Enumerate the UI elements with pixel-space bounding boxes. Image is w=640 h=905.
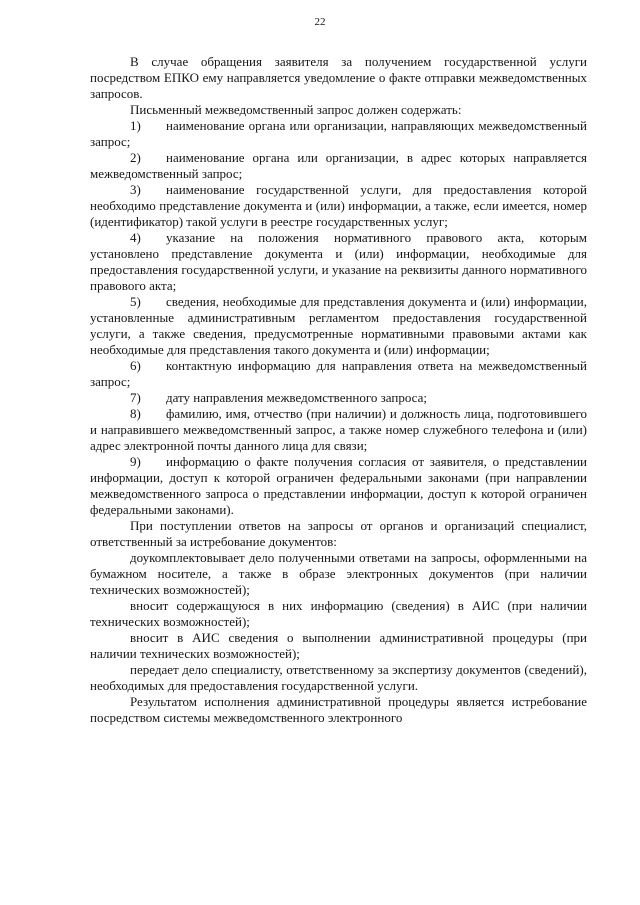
- list-item-number: 5): [130, 294, 141, 309]
- list-item-number: 9): [130, 454, 141, 469]
- paragraph-responses-received: При поступлении ответов на запросы от органов и организаций специалист, ответственный за истребование документов:: [90, 518, 587, 549]
- paragraph-enters-info-ais: вносит содержащуюся в них информацию (сведения) в АИС (при наличии технических возможностей);: [90, 598, 587, 629]
- list-item: [90, 118, 587, 150]
- list-item-number: 7): [130, 390, 141, 405]
- paragraph-completes-file: доукомплектовывает дело полученными ответами на запросы, оформленными на бумажном носителе, а также в образе электронных документов (при наличии технических возможностей);: [90, 550, 587, 597]
- list-item: [90, 294, 587, 358]
- list-item: [90, 454, 587, 518]
- list-item: [90, 182, 587, 230]
- list-item-text: контактную информацию для направления ответа на межведомственный запрос;: [90, 358, 587, 389]
- list-item-number: 1): [130, 118, 141, 133]
- list-item: [90, 150, 587, 182]
- paragraph-transfers-file: передает дело специалисту, ответственному за экспертизу документов (сведений), необходимых для предоставления государственной услуги.: [90, 662, 587, 693]
- list-item-number: 3): [130, 182, 141, 197]
- list-item-text: наименование органа или организации, в адрес которых направляется межведомственный запрос;: [90, 150, 587, 181]
- list-item-text: указание на положения нормативного правового акта, которым установлено представление документа и (или) информации, необходимые для предоставления государственной услуги, и указание на реквизиты данного нормативного правового акта;: [90, 230, 587, 293]
- paragraph-procedure-result: Результатом исполнения административной процедуры является истребование посредством системы межведомственного электронного: [90, 694, 587, 725]
- list-item: [90, 358, 587, 390]
- list-item-text: информацию о факте получения согласия от заявителя, о представлении информации, доступ к которой ограничен федеральными законами (при направлении межведомственного запроса о представлении информации, доступ к которой ограничен федеральными законами).: [90, 454, 587, 517]
- list-item: [90, 230, 587, 294]
- paragraph-request-contents: Письменный межведомственный запрос должен содержать:: [130, 102, 462, 117]
- list-item-text: наименование государственной услуги, для предоставления которой необходимо представление документа и (или) информации, а также, если имеется, номер (идентификатор) такой услуги в реестре государственных услуг;: [90, 182, 587, 229]
- page-number: 22: [314, 16, 326, 28]
- list-item-number: 2): [130, 150, 141, 165]
- document-body: [90, 54, 587, 726]
- list-item-text: фамилию, имя, отчество (при наличии) и должность лица, подготовившего и направившего межведомственный запрос, а также номер служебного телефона и (или) адрес электронной почты данного лица для связи;: [90, 406, 587, 453]
- list-item-text: наименование органа или организации, направляющих межведомственный запрос;: [90, 118, 587, 149]
- paragraph-epko-notification: В случае обращения заявителя за получением государственной услуги посредством ЕПКО ему направляется уведомление о факте отправки межведомственных запросов.: [90, 54, 587, 101]
- list-item-text: дату направления межведомственного запроса;: [166, 390, 427, 405]
- list-item-number: 6): [130, 358, 141, 373]
- list-item-number: 4): [130, 230, 141, 245]
- list-item-number: 8): [130, 406, 141, 421]
- list-item: [90, 390, 587, 406]
- list-item: [90, 406, 587, 454]
- paragraph-enters-procedure-ais: вносит в АИС сведения о выполнении административной процедуры (при наличии технических возможностей);: [90, 630, 587, 661]
- list-item-text: сведения, необходимые для представления документа и (или) информации, установленные административным регламентом предоставления государственной услуги, а также сведения, предусмотренные нормативными правовыми актами как необходимые для представления такого документа и (или) информации;: [90, 294, 587, 357]
